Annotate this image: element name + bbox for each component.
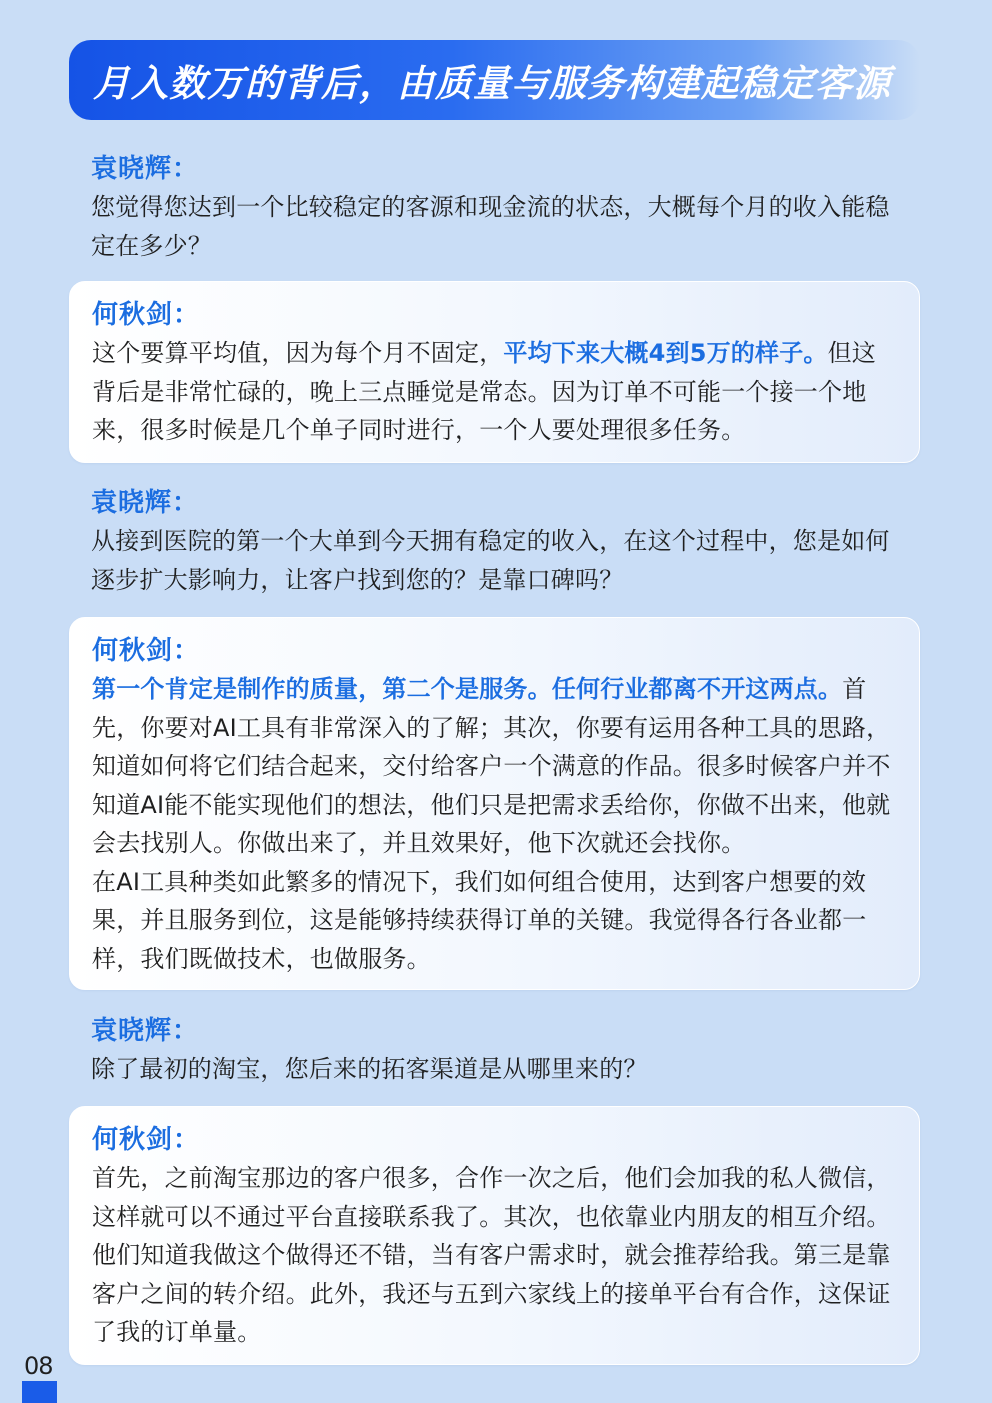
page-number: 08	[24, 1352, 53, 1380]
question-block	[69, 150, 920, 265]
answer-text: 在AI工具种类如此繁多的情况下，我们如何组合使用，达到客户想要的效果，并且服务到位，这是能够持续获得订单的关键。我觉得各行各业都一样，我们既做技术，也做服务。	[92, 867, 867, 973]
page-title: 月入数万的背后，由质量与服务构建起稳定客源	[93, 62, 891, 105]
answer-card	[69, 1106, 920, 1365]
answer-text	[92, 670, 897, 863]
answer-text-segment: 首先，你要对AI工具有非常深入的了解；其次，你要有运用各种工具的思路，知道如何将它们结合起来，交付给客户一个满意的作品。很多时候客户并不知道AI能不能实现他们的想法，他们只是把需求丢给你，你做不出来，他就会去找别人。你做出来了，并且效果好，他下次就还会找你。	[92, 675, 891, 857]
speaker-name: 袁晓辉：	[91, 154, 200, 184]
question-text: 从接到医院的第一个大单到今天拥有稳定的收入，在这个过程中，您是如何逐步扩大影响力，让客户找到您的？是靠口碑吗？	[91, 527, 890, 594]
speaker-name: 何秋剑：	[92, 636, 201, 666]
answer-card	[69, 281, 920, 463]
question-block	[69, 484, 920, 599]
question-block	[69, 1012, 920, 1089]
question-text: 您觉得您达到一个比较稳定的客源和现金流的状态，大概每个月的收入能稳定在多少？	[91, 193, 890, 260]
title-banner	[69, 40, 920, 120]
answer-text-segment: 这个要算平均值，因为每个月不固定，	[92, 339, 504, 367]
answer-text: 首先，之前淘宝那边的客户很多，合作一次之后，他们会加我的私人微信，这样就可以不通过平台直接联系我了。其次，也依靠业内朋友的相互介绍。他们知道我做这个做得还不错，当有客户需求时，就会推荐给我。第三是靠客户之间的转介绍。此外，我还与五到六家线上的接单平台有合作，这保证了我的订单量。	[92, 1164, 891, 1346]
answer-highlight: 平均下来大概4到5万的样子。	[503, 339, 828, 367]
page-marker	[22, 1381, 57, 1403]
answer-card	[69, 617, 920, 990]
answer-highlight: 第一个肯定是制作的质量，第二个是服务。任何行业都离不开这两点。	[92, 675, 843, 703]
speaker-name: 何秋剑：	[92, 300, 201, 330]
speaker-name: 袁晓辉：	[91, 1016, 200, 1046]
question-text: 除了最初的淘宝，您后来的拓客渠道是从哪里来的？	[91, 1055, 648, 1083]
speaker-name: 袁晓辉：	[91, 488, 200, 518]
answer-text-segment: 但这背后是非常忙碌的，晚上三点睡觉是常态。因为订单不可能一个接一个地来，很多时候是几个单子同时进行，一个人要处理很多任务。	[92, 339, 877, 444]
speaker-name: 何秋剑：	[92, 1125, 201, 1155]
answer-text	[92, 334, 897, 450]
